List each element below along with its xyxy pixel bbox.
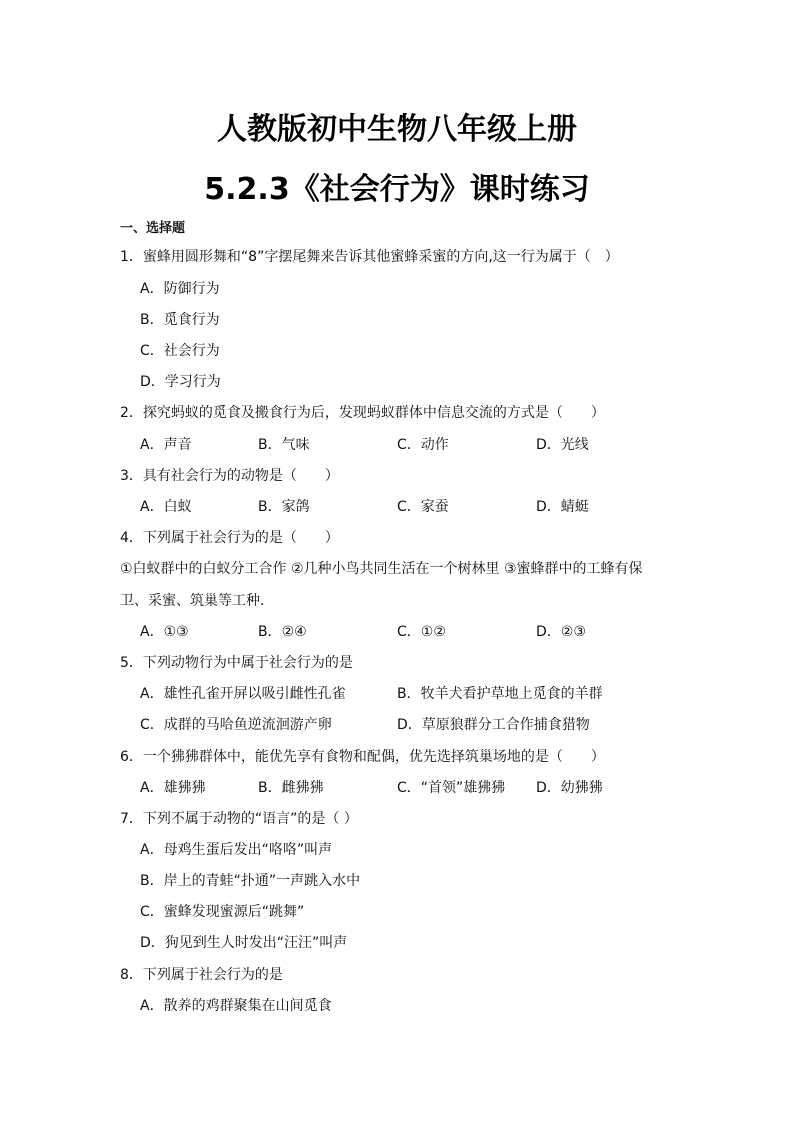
page-title: 人教版初中生物八年级上册 [217,112,577,147]
question-1-option-b[interactable]: B．觅食行为 [140,312,220,328]
question-4-option-d[interactable]: D．②③ [536,624,586,640]
question-6-stem: 6．一个狒狒群体中，能优先享有食物和配偶，优先选择筑巢场地的是（ ） [120,749,605,765]
question-5-option-d[interactable]: D．草原狼群分工合作捕食猎物 [397,717,590,733]
question-6-option-d[interactable]: D．幼狒狒 [536,780,603,796]
question-7-option-a[interactable]: A．母鸡生蛋后发出“咯咯”叫声 [140,842,333,858]
question-4-option-b[interactable]: B．②④ [258,624,307,640]
question-2-option-d[interactable]: D．光线 [536,437,589,453]
question-2-option-b[interactable]: B．气味 [258,437,310,453]
question-2-stem: 2．探究蚂蚁的觅食及搬食行为后，发现蚂蚁群体中信息交流的方式是（ ） [120,405,605,421]
question-5-option-b[interactable]: B．牧羊犬看护草地上觅食的羊群 [397,686,603,702]
question-7-option-b[interactable]: B．岸上的青蛙“扑通”一声跳入水中 [140,873,361,889]
question-7-option-c[interactable]: C．蜜蜂发现蜜源后“跳舞” [140,904,305,920]
question-6-option-c[interactable]: C．“首领”雄狒狒 [397,780,506,796]
question-3-option-b[interactable]: B．家鸽 [258,499,310,515]
question-5-stem: 5．下列动物行为中属于社会行为的是 [120,655,353,671]
question-5-option-c[interactable]: C．成群的马哈鱼逆流洄游产卵 [140,717,332,733]
question-1-option-c[interactable]: C．社会行为 [140,343,220,359]
question-7-option-d[interactable]: D．狗见到生人时发出“汪汪”叫声 [140,935,348,951]
question-4-option-a[interactable]: A．①③ [140,624,189,640]
question-2-option-a[interactable]: A．声音 [140,437,192,453]
question-5-option-a[interactable]: A．雄性孔雀开屏以吸引雌性孔雀 [140,686,346,702]
question-4-stem: 4．下列属于社会行为的是（ ） [120,530,339,546]
question-6-option-a[interactable]: A．雄狒狒 [140,780,206,796]
question-1-option-a[interactable]: A．防御行为 [140,281,220,297]
question-3-option-c[interactable]: C．家蚕 [397,499,449,515]
question-4-statement-line-1: ①白蚁群中的白蚁分工合作 ②几种小鸟共同生活在一个树林里 ③蜜蜂群中的工蜂有保 [120,561,643,577]
question-8-option-a[interactable]: A．散养的鸡群聚集在山间觅食 [140,998,332,1014]
question-6-option-b[interactable]: B．雌狒狒 [258,780,324,796]
question-8-stem: 8．下列属于社会行为的是 [120,967,283,983]
section-heading: 一、选择题 [120,221,186,236]
page-subtitle: 5.2.3《社会行为》课时练习 [204,172,590,207]
question-2-option-c[interactable]: C．动作 [397,437,449,453]
question-3-option-d[interactable]: D．蜻蜓 [536,499,589,515]
question-7-stem: 7．下列不属于动物的“语言”的是（ ） [120,811,358,827]
question-4-statement-line-2: 卫、采蜜、筑巢等工种. [120,593,265,609]
question-4-option-c[interactable]: C．①② [397,624,446,640]
question-3-option-a[interactable]: A．白蚁 [140,499,192,515]
question-1-stem: 1．蜜蜂用圆形舞和“8”字摆尾舞来告诉其他蜜蜂采蜜的方向,这一行为属于（ ） [120,249,619,265]
question-3-stem: 3．具有社会行为的动物是（ ） [120,468,339,484]
question-1-option-d[interactable]: D．学习行为 [140,374,221,390]
